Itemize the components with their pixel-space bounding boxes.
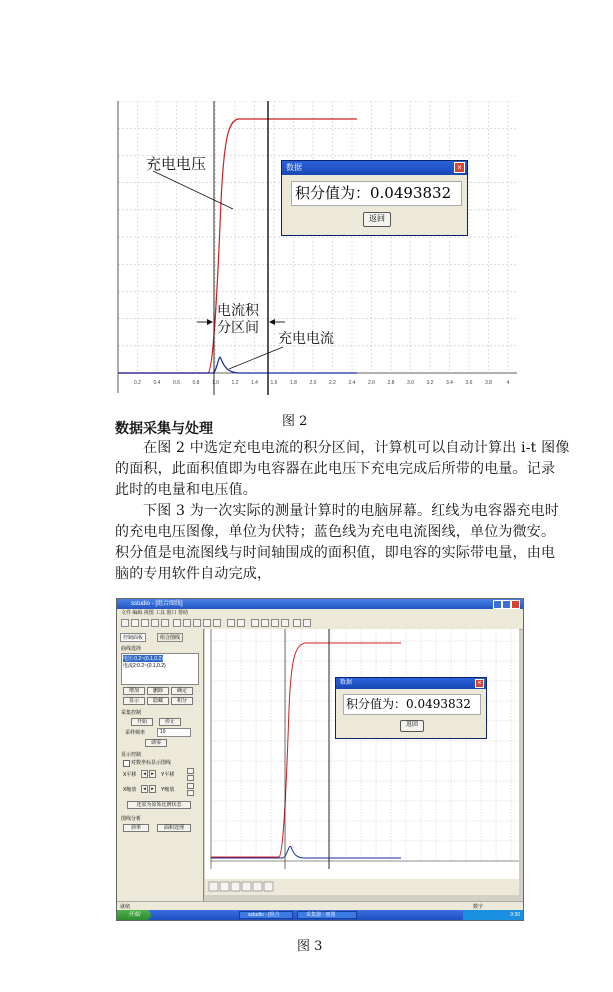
integral-range-label xyxy=(217,303,259,337)
play-icon[interactable] xyxy=(251,619,259,627)
x-tick-label: 0.8 xyxy=(192,380,200,386)
x-tick-label: 1.0 xyxy=(212,380,219,386)
log-scale-label: 对数坐标显示图线 xyxy=(131,760,172,766)
figure-3-screenshot xyxy=(116,598,524,921)
fit-icon[interactable] xyxy=(264,882,273,891)
section-heading: 数据采集与处理 xyxy=(115,421,213,437)
x-tick-label: 3.6 xyxy=(465,380,473,386)
add-button[interactable]: 增加 xyxy=(123,687,145,695)
integral-range-label-line1: 电流积 xyxy=(217,303,259,319)
x-tick-label: 2.0 xyxy=(309,380,317,386)
x-tick-label: 1.6 xyxy=(270,380,278,386)
integral-button[interactable]: 积分 xyxy=(171,697,193,705)
paragraph-1-line: 的面积，此面积值即为电容器在此电压下充电完成后所带的电量。记录 xyxy=(115,461,556,477)
taskbar-item[interactable]: 采集器 - 画图 xyxy=(297,911,357,919)
stop-sample-button[interactable]: 停止 xyxy=(159,718,181,726)
figure-2-chart xyxy=(113,101,517,404)
x-zoom-label: X缩放 xyxy=(123,787,137,793)
figure-2 xyxy=(113,101,517,404)
tab-control-panel[interactable]: 控制面板 xyxy=(120,633,146,642)
x-pan-label: X平移 xyxy=(123,772,137,778)
x-tick-label: 3.0 xyxy=(407,380,414,386)
toolbar-button[interactable] xyxy=(141,619,149,627)
x-tick-label: 1.8 xyxy=(290,380,297,386)
voltage-label: 充电电压 xyxy=(146,155,207,173)
sample-rate-label: 采样频率 xyxy=(125,730,146,736)
chart-background xyxy=(113,101,517,404)
toolbar-button[interactable] xyxy=(227,619,235,627)
dialog-title-bar xyxy=(282,161,467,175)
toolbar-button[interactable] xyxy=(173,619,181,627)
tab-combined-curves[interactable]: 组合图线 xyxy=(157,633,183,642)
x-tick-label: 4 xyxy=(506,380,510,386)
zoom-tool-icon[interactable] xyxy=(209,882,218,891)
x-tick-label: 3.8 xyxy=(485,380,492,386)
paragraph-1-line: 此时的电量和电压值。 xyxy=(115,482,257,498)
status-right: 数字 xyxy=(472,904,483,910)
show-button[interactable]: 显示 xyxy=(123,697,145,705)
group-curve-select: 曲线选择 xyxy=(121,646,142,652)
restore-scale-button[interactable]: 还原为原始比例状态 xyxy=(127,801,191,809)
integral-dialog xyxy=(281,160,468,236)
y-pan-label: Y平移 xyxy=(161,772,175,778)
paragraph-2-line: 脑的专用软件自动完成， xyxy=(115,566,272,582)
confirm-button[interactable]: 确定 xyxy=(171,687,193,695)
x-tick-label: 1.2 xyxy=(231,380,239,386)
x-pan-right-button[interactable]: ▸ xyxy=(149,770,156,778)
x-tick-label: 2.8 xyxy=(387,380,395,386)
toolbar-button[interactable] xyxy=(293,619,301,627)
hide-button[interactable]: 隐藏 xyxy=(147,697,169,705)
toolbar-button[interactable] xyxy=(213,619,221,627)
y-zoom-label: Y缩放 xyxy=(161,787,175,793)
zoom-out-icon[interactable] xyxy=(253,882,262,891)
menu-bar[interactable]: 文件 编辑 视图 工具 窗口 帮助 xyxy=(117,609,523,617)
integral-value: 积分值为：0.0493832 xyxy=(343,694,481,715)
return-button[interactable]: 返回 xyxy=(400,720,424,732)
close-icon[interactable]: × xyxy=(454,162,465,173)
x-tick-label: 1.4 xyxy=(251,380,258,386)
series-item[interactable]: 电压:0.2~(0.1,0.2) xyxy=(123,656,163,662)
figure-3-caption: 图 3 xyxy=(297,939,323,954)
area-button[interactable]: 面积处理 xyxy=(157,824,191,832)
toolbar-button[interactable] xyxy=(271,619,279,627)
select-tool-icon[interactable] xyxy=(231,882,240,891)
plot-tool-strip xyxy=(205,879,519,895)
x-tick-label: 3.4 xyxy=(446,380,453,386)
toolbar-button[interactable] xyxy=(183,619,191,627)
series-item[interactable]: 电流2:0.2~(0.1,0.2) xyxy=(123,663,166,669)
window-title: sstudio - [组合图线] xyxy=(131,601,183,607)
toolbar-button[interactable] xyxy=(281,619,289,627)
toolbar-button[interactable] xyxy=(161,619,169,627)
figure-3-chart xyxy=(205,629,519,895)
y-pan-up-button[interactable] xyxy=(187,768,194,774)
x-tick-label: 2.2 xyxy=(329,380,336,386)
window-maximize-icon[interactable] xyxy=(502,600,511,609)
status-text: 就绪 xyxy=(120,904,131,910)
x-tick-label: 0.6 xyxy=(173,380,180,386)
paragraph-2-line: 积分值是电流图线与时间轴围成的面积值，即电容的实际带电量，由电 xyxy=(115,545,556,561)
group-sample-control: 采集控制 xyxy=(121,710,142,716)
toolbar-button[interactable] xyxy=(237,619,245,627)
paragraph-1 xyxy=(115,438,570,501)
delete-button[interactable]: 删除 xyxy=(147,687,169,695)
x-tick-label: 0.2 xyxy=(134,380,141,386)
pan-tool-icon[interactable] xyxy=(220,882,229,891)
paragraph-2-line: 的充电电压图像，单位为伏特；蓝色线为充电电流图线，单位为微安。 xyxy=(115,524,556,540)
window-close-icon[interactable] xyxy=(511,600,520,609)
paragraph-2 xyxy=(115,501,559,585)
paragraph-1-line: 在图 2 中选定充电电流的积分区间，计算机可以自动计算出 i-t 图像 xyxy=(143,440,570,456)
toolbar-button[interactable] xyxy=(303,619,311,627)
toolbar-button[interactable] xyxy=(203,619,211,627)
plot-background xyxy=(205,629,519,895)
window-minimize-icon[interactable] xyxy=(493,600,502,609)
integral-range-label-line2: 分区间 xyxy=(217,320,259,336)
x-zoom-in-button[interactable]: ▸ xyxy=(149,785,156,793)
control-panel xyxy=(117,629,204,911)
integral-value: 积分值为：0.0493832 xyxy=(291,181,462,206)
adjust-button[interactable]: 调零 xyxy=(145,739,167,747)
integral-dialog-screenshot xyxy=(335,677,487,739)
group-display-control: 显示控制 xyxy=(121,752,142,758)
log-scale-checkbox[interactable] xyxy=(123,760,130,767)
stop-icon[interactable] xyxy=(261,619,269,627)
paragraph-2-line: 下图 3 为一次实际的测量计算时的电脑屏幕。红线为电容器充电时 xyxy=(143,503,560,519)
start-sample-button[interactable]: 开始 xyxy=(131,718,153,726)
taskbar-item[interactable]: sstudio - [组合 xyxy=(239,911,293,919)
slope-button[interactable]: 斜率 xyxy=(123,824,149,832)
return-button[interactable]: 返回 xyxy=(363,212,391,227)
sample-rate-select[interactable]: 10 xyxy=(157,728,191,737)
figure-2-caption: 图 2 xyxy=(282,414,308,429)
x-tick-label: 3.2 xyxy=(426,380,434,386)
current-label: 充电电流 xyxy=(278,331,334,347)
system-tray xyxy=(463,910,523,920)
zoom-in-icon[interactable] xyxy=(242,882,251,891)
y-zoom-up-button[interactable] xyxy=(187,783,194,789)
x-tick-label: 2.6 xyxy=(368,380,375,386)
x-tick-label: 0.4 xyxy=(153,380,161,386)
taskbar xyxy=(117,910,523,920)
dialog-title: 数据 xyxy=(286,163,302,172)
toolbar-button[interactable] xyxy=(131,619,139,627)
dialog-title-bar xyxy=(336,678,486,689)
x-pan-left-button[interactable]: ◂ xyxy=(141,770,148,778)
start-button[interactable]: 开始 xyxy=(117,910,151,920)
y-zoom-down-button[interactable] xyxy=(187,790,194,796)
clock: 9:30 xyxy=(510,912,520,918)
series-list[interactable] xyxy=(121,653,199,685)
window-title-bar xyxy=(117,599,523,609)
x-tick-label: 2.4 xyxy=(348,380,356,386)
dialog-title: 数据 xyxy=(340,680,353,686)
toolbar-button[interactable] xyxy=(151,619,159,627)
group-curve-analysis: 图线分析 xyxy=(121,816,142,822)
toolbar-button[interactable] xyxy=(121,619,129,627)
toolbar-button[interactable] xyxy=(193,619,201,627)
y-pan-down-button[interactable] xyxy=(187,775,194,781)
close-icon[interactable]: × xyxy=(475,679,484,688)
x-zoom-out-button[interactable]: ◂ xyxy=(141,785,148,793)
